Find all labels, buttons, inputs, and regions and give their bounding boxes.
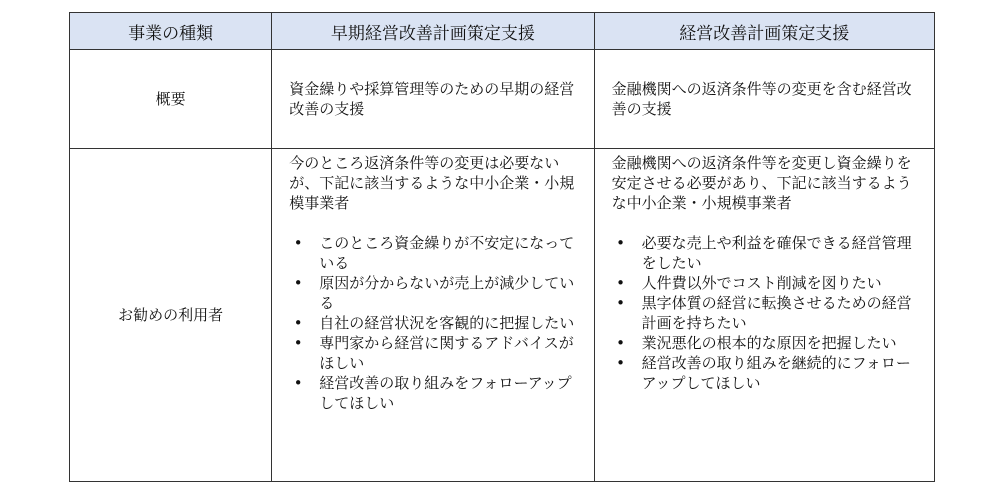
bullet-icon: • — [293, 234, 303, 252]
overview-early-text: 資金繰りや採算管理等のための早期の経営改善の支援 — [272, 50, 594, 149]
list-item — [612, 273, 924, 293]
list-item-text: 黒字体質の経営に転換させるための経営計画を持ちたい — [641, 294, 912, 332]
bullet-icon: • — [293, 374, 303, 392]
list-item — [612, 353, 924, 393]
overview-standard-text: 金融機関への返済条件等の変更を含む経営改善の支援 — [594, 50, 934, 149]
list-item — [612, 233, 924, 273]
list-item-text: 経営改善の取り組みを継続的にフォローアップしてほしい — [641, 354, 911, 392]
bullet-icon: • — [293, 314, 303, 332]
list-item — [289, 333, 583, 373]
list-item-text: 必要な売上や利益を確保できる経営管理をしたい — [641, 234, 912, 272]
list-item — [612, 333, 924, 353]
list-item-text: 自社の経営状況を客観的に把握したい — [319, 314, 575, 332]
list-item-text: 専門家から経営に関するアドバイスがほしい — [319, 334, 574, 372]
list-item-text: 人件費以外でコスト削減を図りたい — [641, 274, 882, 292]
users-standard-lead: 金融機関への返済条件等を変更し資金繰りを安定させる必要があり、下記に該当するような中小企業・小規模事業者 — [611, 154, 912, 212]
header-business-type: 事業の種類 — [70, 13, 272, 50]
bullet-icon: • — [616, 234, 625, 252]
list-item-text: 業況悪化の根本的な原因を把握したい — [641, 334, 897, 352]
list-item — [612, 293, 924, 333]
users-standard-list — [612, 233, 924, 393]
header-early-plan-support: 早期経営改善計画策定支援 — [272, 13, 594, 50]
comparison-table — [69, 12, 935, 482]
overview-row — [70, 50, 935, 149]
header-plan-support: 経営改善計画策定支援 — [594, 13, 934, 50]
list-item — [289, 233, 583, 273]
users-standard-cell — [594, 149, 934, 482]
list-item — [289, 313, 583, 333]
bullet-icon: • — [293, 334, 303, 352]
users-early-lead: 今のところ返済条件等の変更は必要ないが、下記に該当するような中小企業・小規模事業者 — [289, 154, 575, 212]
list-item-text: 経営改善の取り組みをフォローアップしてほしい — [319, 374, 572, 412]
header-row — [70, 13, 935, 50]
bullet-icon: • — [616, 274, 625, 292]
users-early-cell — [272, 149, 594, 482]
bullet-icon: • — [616, 354, 625, 372]
recommended-users-row — [70, 149, 935, 482]
list-item-text: このところ資金繰りが不安定になっている — [319, 234, 575, 272]
users-early-list — [289, 233, 583, 413]
users-label: お勧めの利用者 — [70, 149, 272, 482]
list-item-text: 原因が分からないが売上が減少している — [319, 274, 575, 312]
list-item — [289, 273, 583, 313]
bullet-icon: • — [616, 294, 625, 312]
list-item — [289, 373, 583, 413]
bullet-icon: • — [616, 334, 625, 352]
overview-label: 概要 — [70, 50, 272, 149]
bullet-icon: • — [293, 274, 303, 292]
